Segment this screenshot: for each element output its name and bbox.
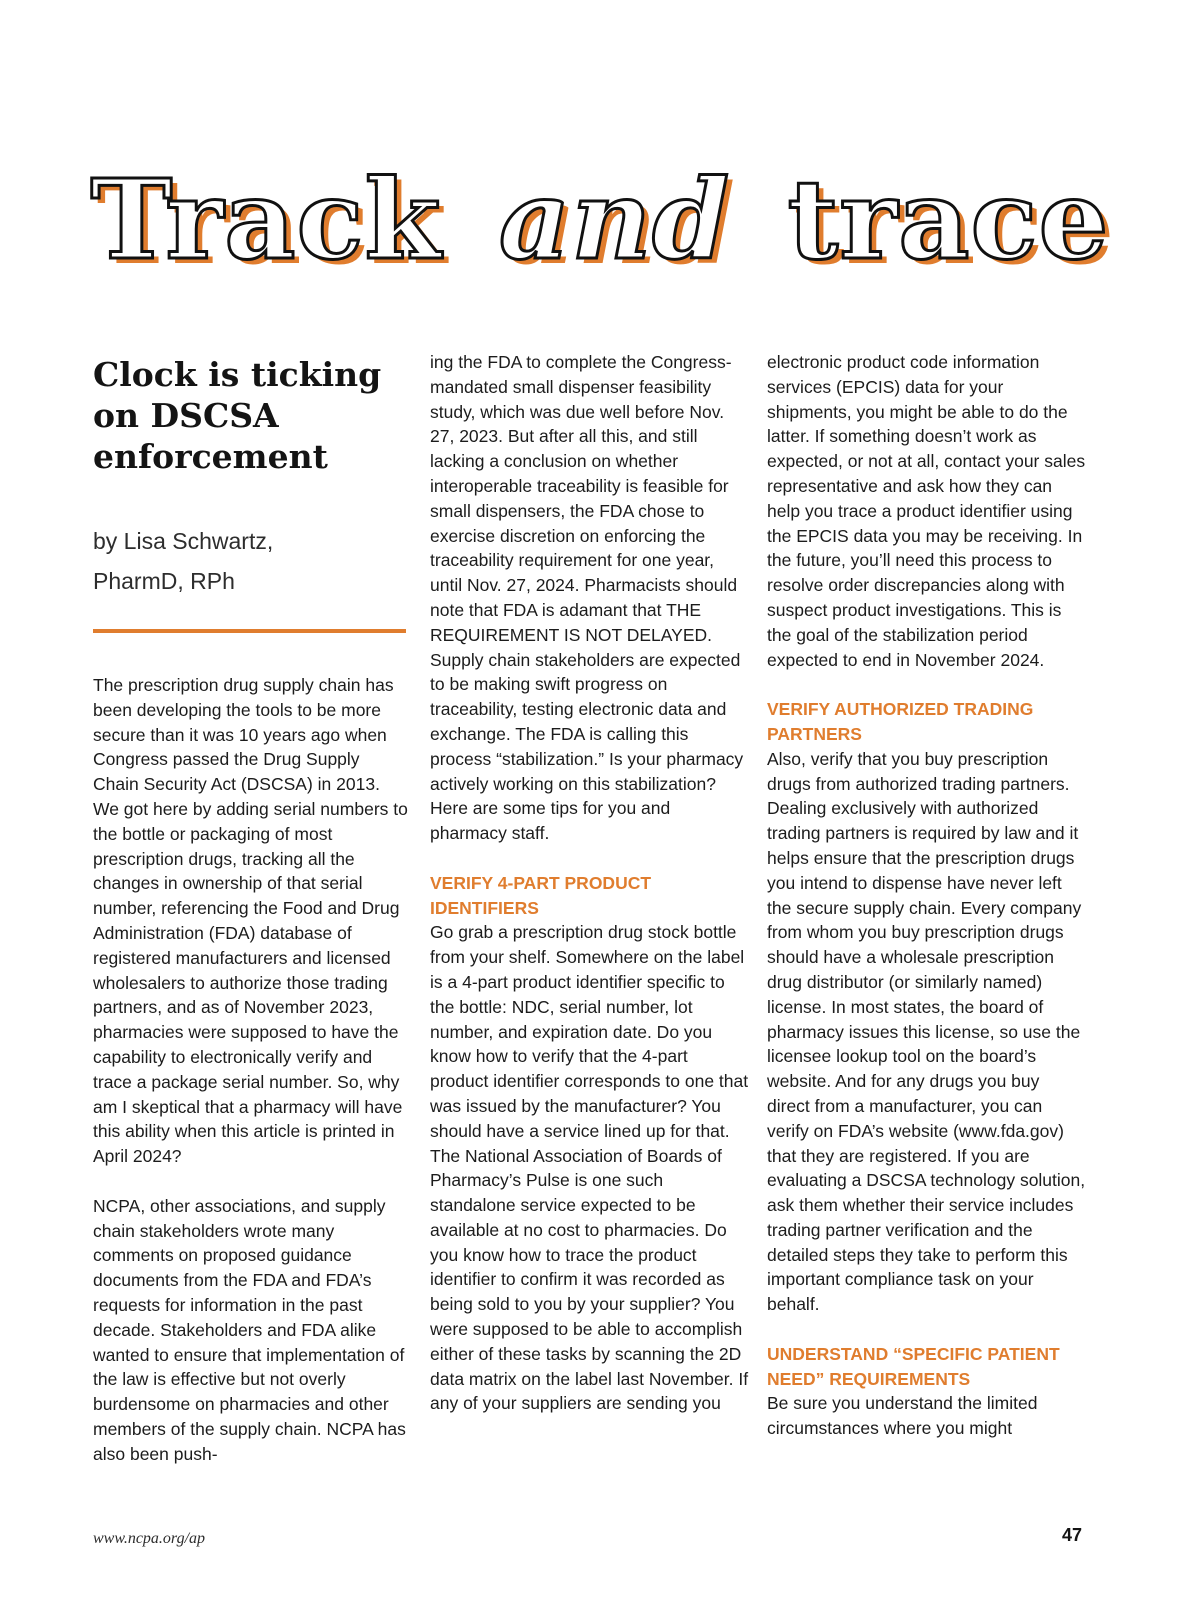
body-paragraph: Go grab a prescription drug stock bottle from your shelf. Somewhere on the label is a 4-part product identifier specific to the bottle: NDC, serial number, lot number, and expiration date. Do you know how to verify that the 4-part product identifier corresponds to one that was issued by the manufacturer? You should have a service lined up for that. The National Association of Boards of Pharmacy’s Pulse is one such standalone service expected to be available at no cost to pharmacies. Do you know how to trace the product identifier to confirm it was recorded as being sold to you by your supplier? You were supposed to be able to accomplish either of these tasks by scanning the 2D data matrix on the label last November. If any of your suppliers are sending you <box>430 922 749 1414</box>
section-heading: UNDERSTAND “SPECIFIC PATIENT NEED” REQUIREMENTS <box>767 1343 1060 1389</box>
section-heading: VERIFY 4-PART PRODUCT IDENTIFIERS <box>430 872 652 918</box>
page-number: 47 <box>1061 1525 1082 1545</box>
body-paragraph: Be sure you understand the limited circumstances where you might <box>767 1393 1038 1439</box>
byline-author: by Lisa Schwartz, <box>93 528 274 554</box>
body-paragraph: ing the FDA to complete the Congress-mandated small dispenser feasibility study, which was due well before Nov. 27, 2023. But after all this, and still lacking a conclusion on whether interoperable traceability is feasible for small dispensers, the FDA chose to exercise discretion on enforcing the traceability requirement for one year, until Nov. 27, 2024. Pharmacists should note that FDA is adamant that THE REQUIREMENT IS NOT DELAYED. Supply chain stakeholders are expected to be making swift progress on traceability, testing electronic data and exchange. The FDA is calling this process “stabilization.” Is your pharmacy actively working on this stabilization? Here are some tips for you and pharmacy staff. <box>430 352 744 844</box>
byline-credentials: PharmD, RPh <box>93 568 235 594</box>
byline-divider <box>93 629 406 633</box>
body-paragraph: electronic product code information services (EPCIS) data for your shipments, you might be able to do the latter. If something doesn’t work as expected, or not at all, contact your sales representative and ask how they can help you trace a product identifier using the EPCIS data you may be receiving. In the future, you’ll need this process to resolve order discrepancies along with suspect product investigations. This is the goal of the stabilization period expected to end in November 2024. <box>767 352 1086 670</box>
headline <box>0 150 1200 290</box>
section-heading: VERIFY AUTHORIZED TRADING PARTNERS <box>767 699 1034 744</box>
body-paragraph: Also, verify that you buy prescription drugs from authorized trading partners. Dealing exclusively with authorized trading partners is required by law and it helps ensure that the prescription drugs you intend to dispense have never left the secure supply chain. Every company from whom you buy prescription drugs should have a wholesale prescription drug distributor (or similarly named) license. In most states, the board of pharmacy issues this license, so use the licensee lookup tool on the board’s website. And for any drugs you buy direct from a manufacturer, you can verify on FDA’s website (www.fda.gov) that they are registered. If you are evaluating a DSCSA technology solution, ask them whether their service includes trading partner verification and the detailed steps they take to perform this important compliance task on your behalf. <box>767 748 1086 1315</box>
column-1 <box>93 350 408 1467</box>
headline-word-trace: trace <box>787 155 1110 284</box>
body-paragraph: The prescription drug supply chain has been developing the tools to be more secure than it was 10 years ago when Congress passed the Drug Supply Chain Security Act (DSCSA) in 2013. We got here by adding serial numbers to the bottle or packaging of most prescription drugs, tracking all the changes in ownership of that serial number, referencing the Food and Drug Administration (FDA) database of registered manufacturers and licensed wholesalers to authorize those trading partners, and as of November 2023, pharmacies were supposed to have the capability to electronically verify and trace a package serial number. So, why am I skeptical that a pharmacy will have this ability when this article is printed in April 2024? <box>93 675 408 1167</box>
article-subhead: Clock is ticking on DSCSA enforcement <box>93 355 382 476</box>
headline-word-and: and <box>499 155 731 284</box>
body-paragraph: NCPA, other associations, and supply chain stakeholders wrote many comments on proposed guidance documents from the FDA and FDA’s requests for information in the past decade. Stakeholders and FDA alike wanted to ensure that implementation of the law is effective but not overly burdensome on pharmacies and other members of the supply chain. NCPA has also been push- <box>93 1195 406 1464</box>
headline-word-track: Track <box>90 155 442 284</box>
column-2 <box>430 350 750 1416</box>
footer-url: www.ncpa.org/ap <box>93 1530 206 1547</box>
byline <box>93 521 408 601</box>
column-3 <box>767 350 1087 1441</box>
